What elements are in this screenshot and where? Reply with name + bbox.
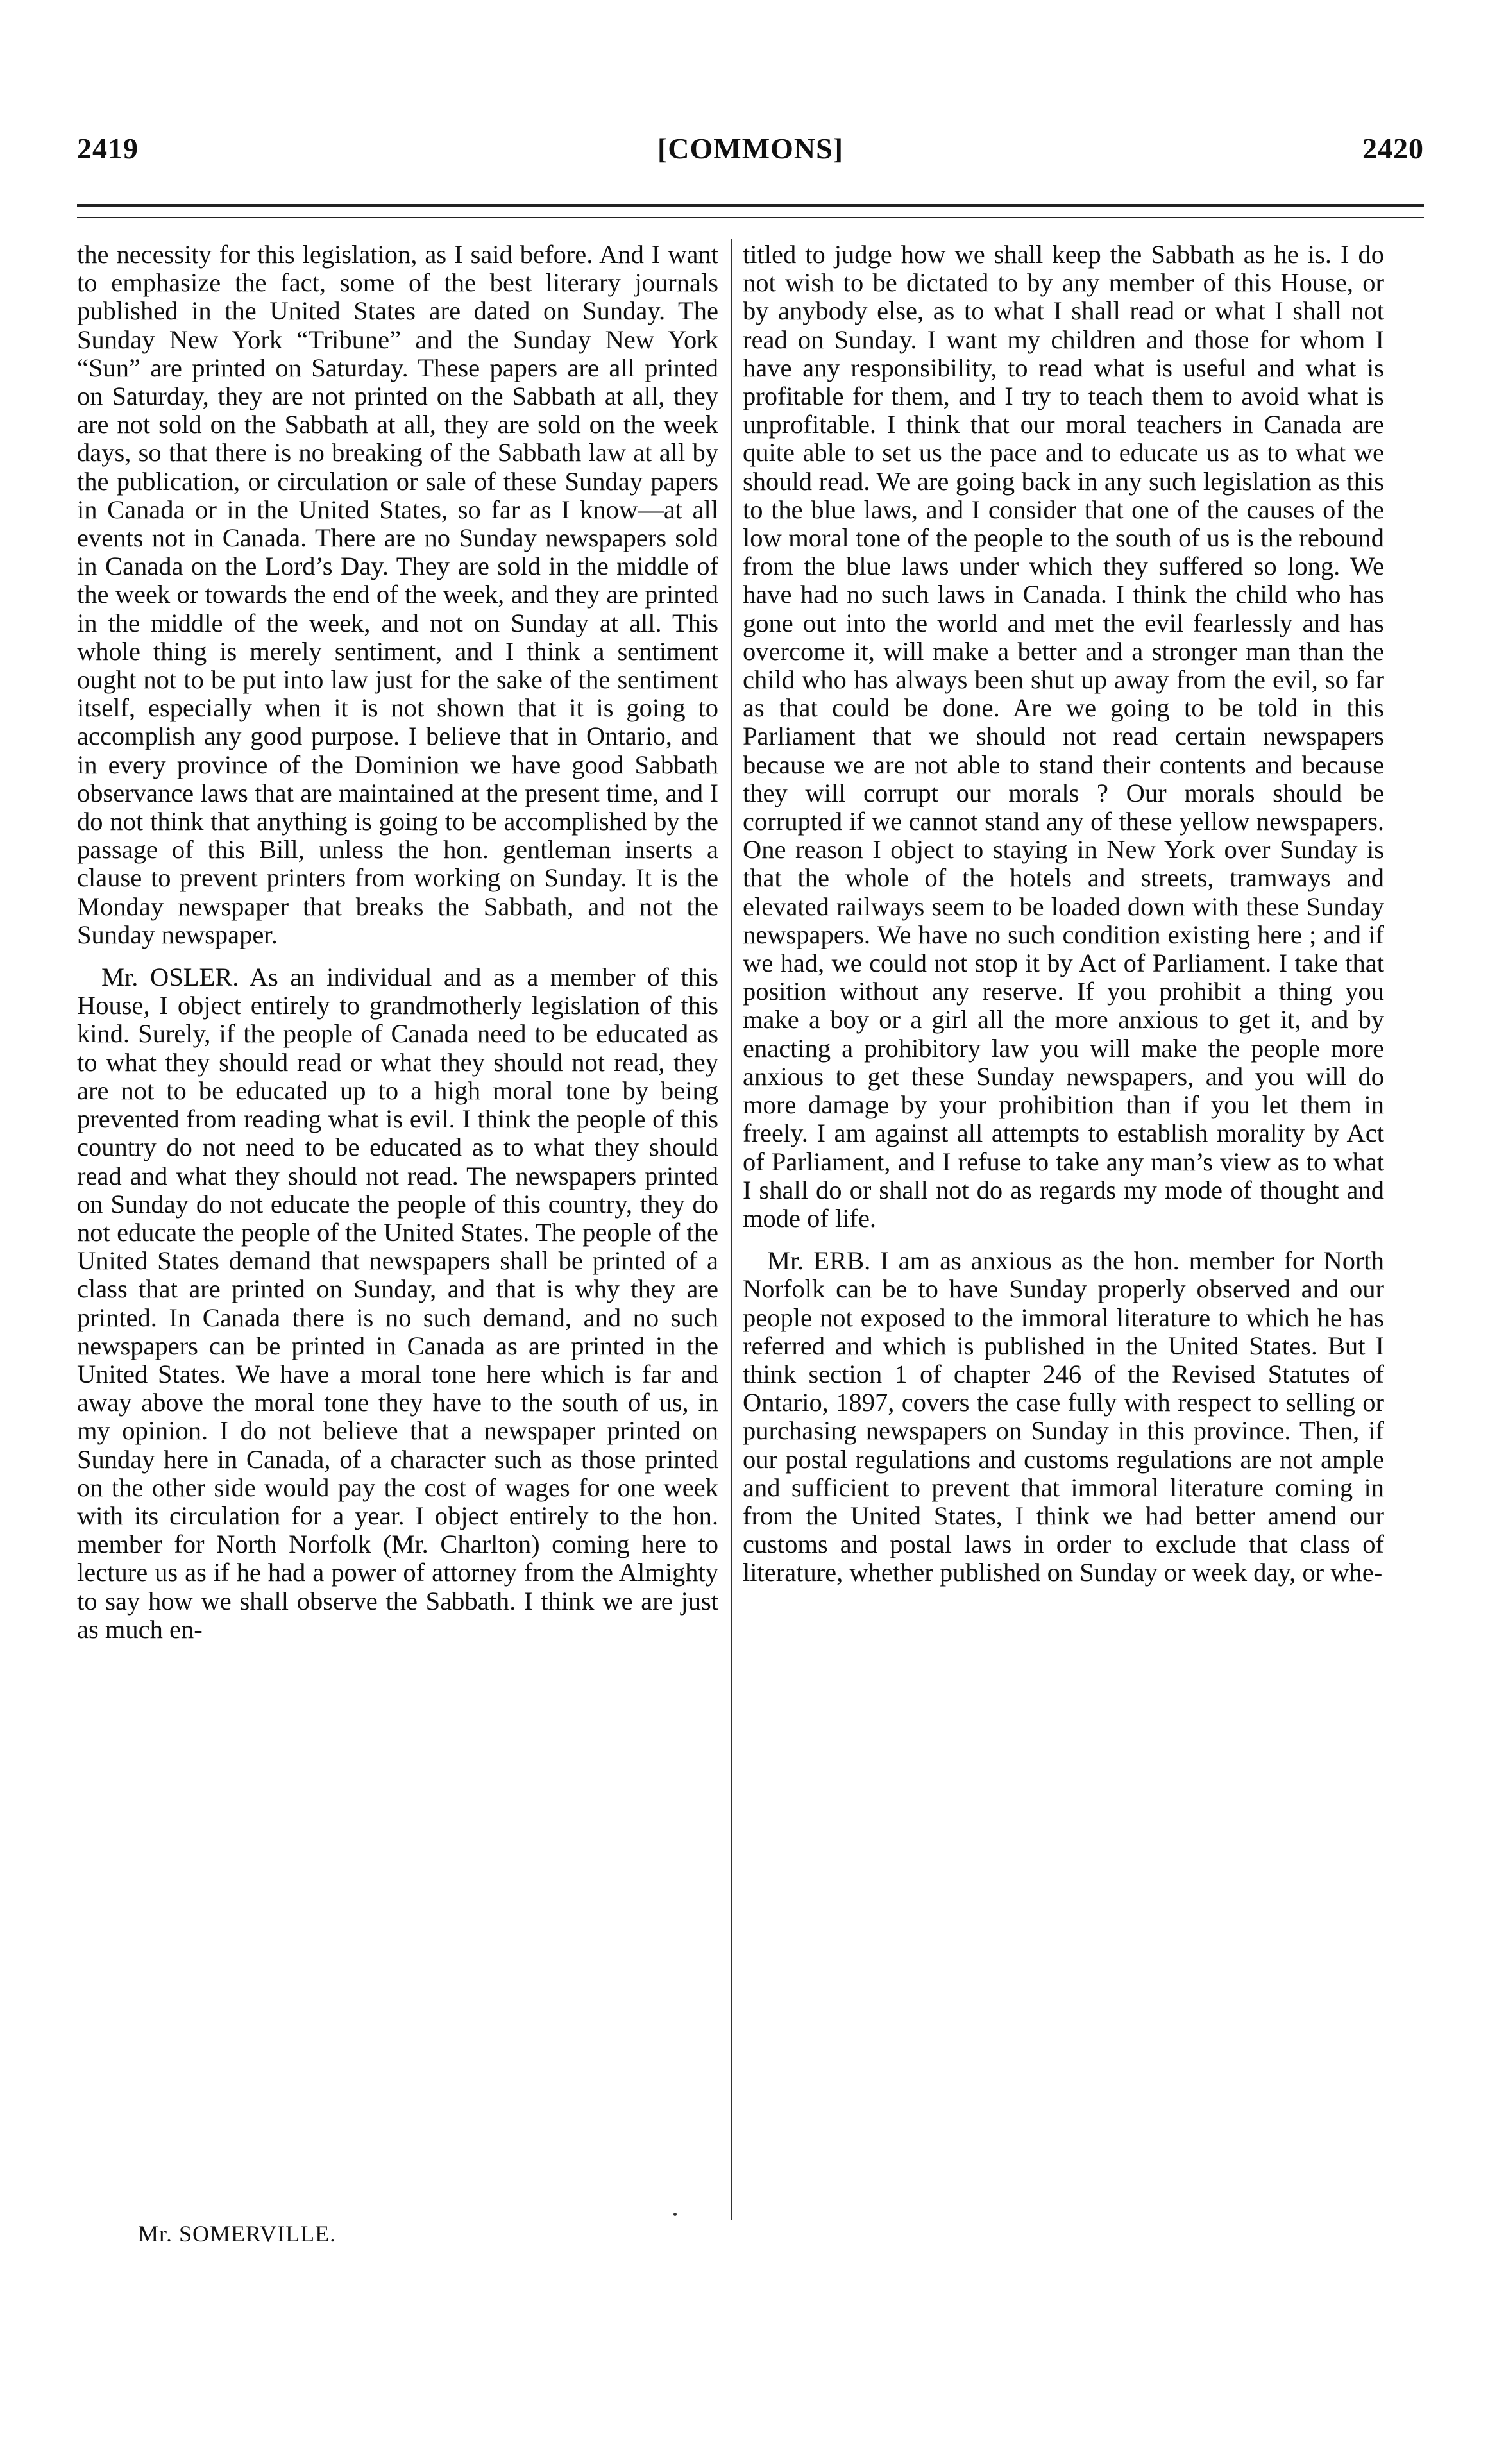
header-rule-thick (77, 204, 1424, 207)
left-paragraph-1: the necessity for this legislation, as I said before. And I want to emphasize the fact, some of the best literary journals published in the United States are dated on Sunday. The Sunday New York “Tribune” and the Sunday New York “Sun” are printed on Saturday. These papers are all printed on Saturday, they are not printed on the Sabbath at all, they are not sold on the Sabbath at all, they are sold on the week days, so that there is no breaking of the Sabbath law at all by the publication, or circulation or sale of these Sunday papers in Canada or in the United States, so far as I know—at all events not in Canada. There are no Sunday newspapers sold in Canada on the Lord’s Day. They are sold in the middle of the week or towards the end of the week, and they are printed in the middle of the week, and not on Sunday at all. This whole thing is merely sentiment, and I think a sentiment ought not to be put into law just for the sake of the sentiment itself, especially when it is not shown that it is going to accomplish any good purpose. I believe that in Ontario, and in every province of the Dominion we have good Sabbath observance laws that are maintained at the present time, and I do not think that anything is going to be accomplished by the passage of this Bill, unless the hon. gentleman inserts a clause to prevent printers from working on Sunday. It is the Monday newspaper that breaks the Sabbath, and not the Sunday newspaper. (77, 240, 718, 949)
header-title: [COMMONS] (657, 132, 844, 165)
page-number-right: 2420 (1362, 132, 1424, 165)
left-paragraph-2: Mr. OSLER. As an individual and as a member of this House, I object entirely to grandmotherly legislation of this kind. Surely, if the people of Canada need to be educated as to what they should read or what they should not read, they are not to be educated up to a high moral tone by being prevented from reading what is evil. I think the people of this country do not need to be educated as to what they should read and what they should not read. The newspapers printed on Sunday do not educate the people of this country, they do not educate the people of the United States. The people of the United States demand that newspapers shall be printed of a class that are printed on Sunday, and that is why they are printed. In Canada there is no such demand, and no such newspapers can be printed in Canada as are printed in the United States. We have a moral tone here which is far and away above the moral tone they have to the south of us, in my opinion. I do not believe that a newspaper printed on Sunday here in Canada, of a character such as those printed on the other side would pay the cost of wages for one week with its circulation for a year. I object entirely to the hon. member for North Norfolk (Mr. Charlton) coming here to lecture us as if he had a power of attorney from the Almighty to say how we shall observe the Sabbath. I think we are just as much en- (77, 963, 718, 1644)
footer-speaker-name: Mr. SOMERVILLE. (138, 2221, 337, 2247)
footer-mark (673, 2213, 677, 2216)
page-number-left: 2419 (77, 132, 139, 165)
right-column (743, 240, 1384, 1587)
left-column (77, 240, 718, 1644)
right-paragraph-1: titled to judge how we shall keep the Sabbath as he is. I do not wish to be dictated to by any member of this House, or by anybody else, as to what I shall read or what I shall not read on Sunday. I want my children and those for whom I have any responsibility, to read what is useful and what is profitable for them, and I try to teach them to avoid what is unprofitable. I think that our moral teachers in Canada are quite able to set us the pace and to educate us as to what we should read. We are going back in any such legislation as this to the blue laws, and I consider that one of the causes of the low moral tone of the people to the south of us is the rebound from the blue laws under which they suffered so long. We have had no such laws in Canada. I think the child who has gone out into the world and met the evil fearlessly and has overcome it, will make a better and a stronger man than the child who has always been shut up away from the evil, so far as that could be done. Are we going to be told in this Parliament that we should not read certain newspapers because we are not able to stand their contents and because they will corrupt our morals ? Our morals should be corrupted if we cannot stand any of these yellow newspapers. One reason I object to staying in New York over Sunday is that the whole of the hotels and streets, tramways and elevated railways seem to be loaded down with these Sunday newspapers. We have no such condition existing here ; and if we had, we could not stop it by Act of Parliament. I take that position without any reserve. If you prohibit a thing you make a boy or a girl all the more anxious to get it, and by enacting a prohibitory law you will make the people more anxious to get these Sunday newspapers, and you will do more damage by your prohibition than if you let them in freely. I am against all attempts to establish morality by Act of Parliament, and I refuse to take any man’s view as to what I shall do or shall not do as regards my mode of thought and mode of life. (743, 240, 1384, 1233)
header-rule-thin (77, 217, 1424, 218)
right-paragraph-2: Mr. ERB. I am as anxious as the hon. member for North Norfolk can be to have Sunday properly observed and our people not exposed to the immoral literature to which he has referred and which is published in the United States. But I think section 1 of chapter 246 of the Revised Statutes of Ontario, 1897, covers the case fully with respect to selling or purchasing newspapers on Sunday in this province. Then, if our postal regulations and customs regulations are not ample and sufficient to prevent that immoral literature coming in from the United States, I think we had better amend our customs and postal laws in order to exclude that class of literature, whether published on Sunday or week day, or whe- (743, 1246, 1384, 1587)
column-divider (731, 239, 732, 2220)
page-header (77, 131, 1424, 176)
